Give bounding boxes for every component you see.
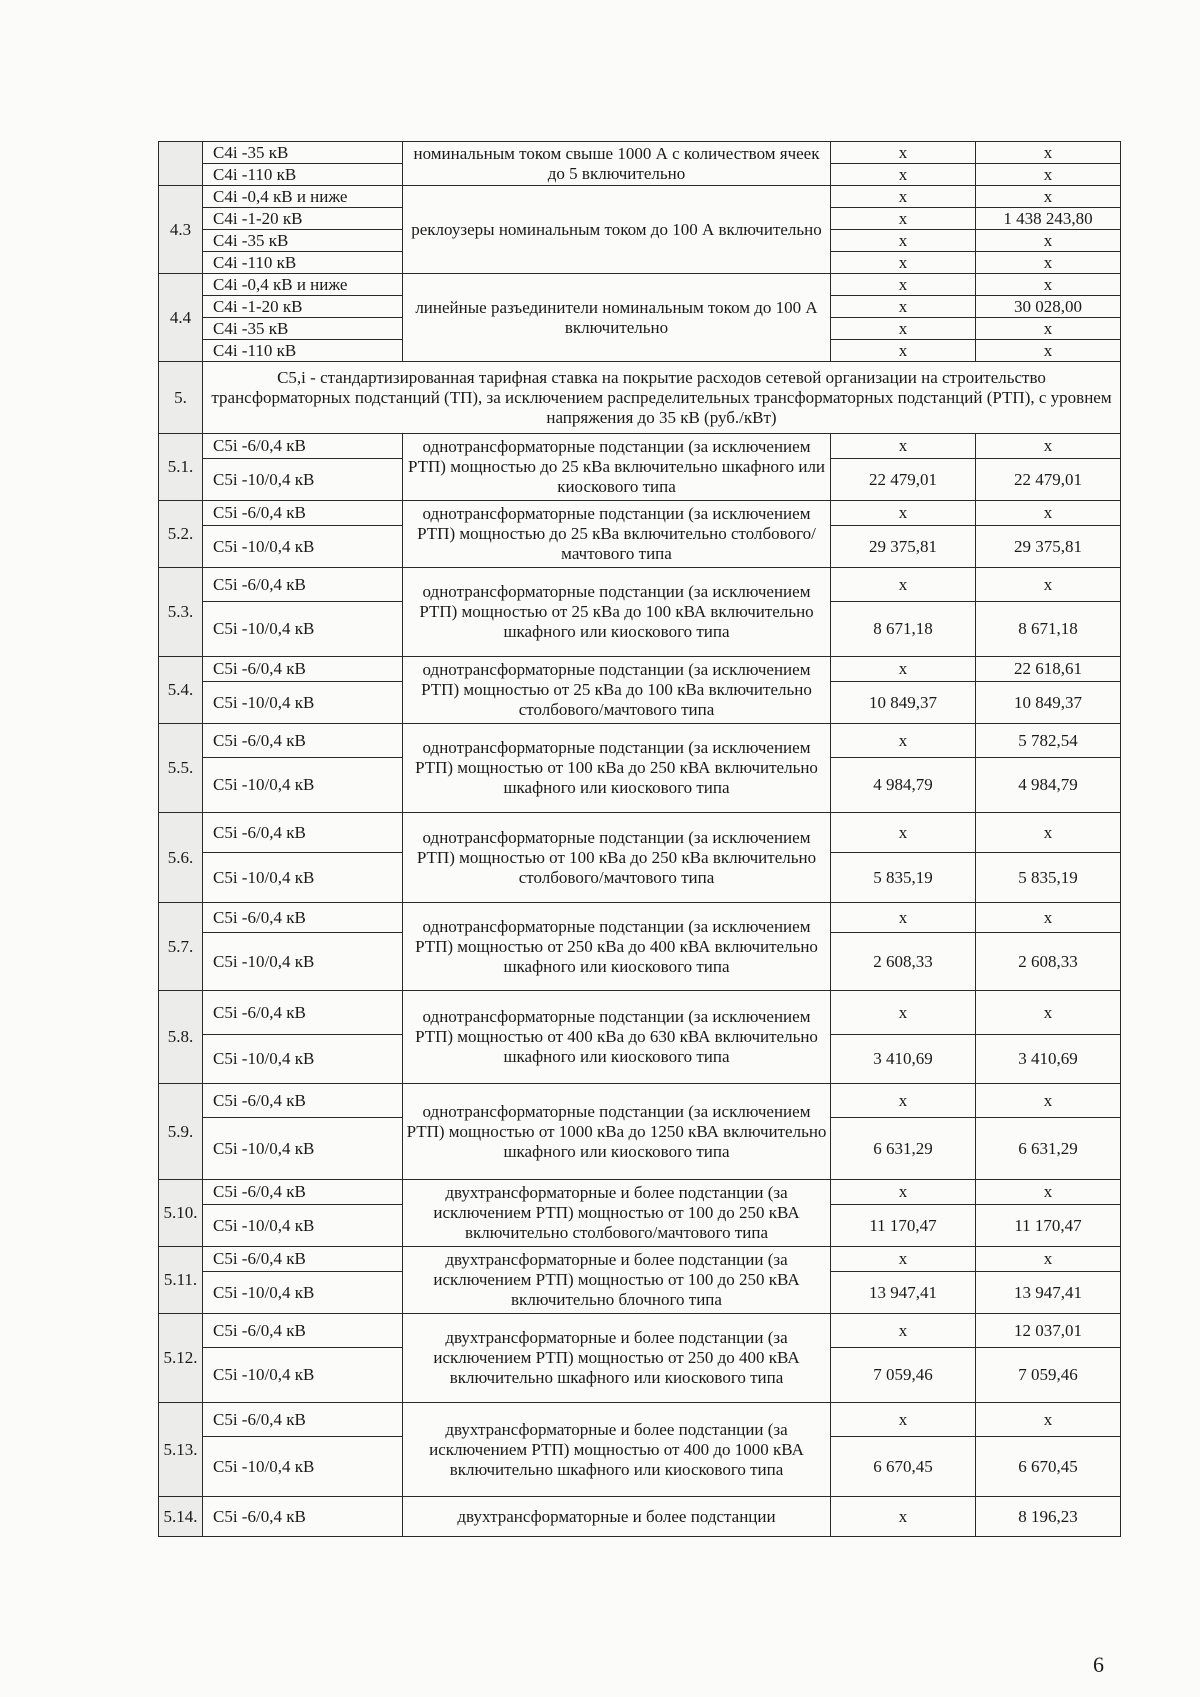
rate-code: C5i -10/0,4 кВ <box>203 1437 403 1497</box>
row-number: 4.4 <box>159 274 203 362</box>
rate-code: C5i -10/0,4 кВ <box>203 602 403 657</box>
value-column-2: х <box>976 1247 1121 1272</box>
row-number: 5.10. <box>159 1180 203 1247</box>
value-column-2: х <box>976 318 1121 340</box>
value-column-2: 5 835,19 <box>976 853 1121 903</box>
value-column-1: 22 479,01 <box>831 459 976 501</box>
value-column-1: х <box>831 318 976 340</box>
rate-code: C5i -10/0,4 кВ <box>203 1205 403 1247</box>
row-number: 5.4. <box>159 657 203 724</box>
table-row <box>159 724 1121 758</box>
table-row <box>159 1497 1121 1537</box>
description: однотрансформаторные подстанции (за исключением РТП) мощностью до 25 кВа включительно шкафного или киоскового типа <box>403 434 831 501</box>
rate-code: C5i -10/0,4 кВ <box>203 1035 403 1084</box>
row-number: 5.9. <box>159 1084 203 1180</box>
description: двухтрансформаторные и более подстанции (за исключением РТП) мощностью от 400 до 1000 кВА включительно шкафного или киоскового типа <box>403 1403 831 1497</box>
description: двухтрансформаторные и более подстанции (за исключением РТП) мощностью от 100 до 250 кВА включительно блочного типа <box>403 1247 831 1314</box>
rate-code: C5i -10/0,4 кВ <box>203 459 403 501</box>
value-column-2: 2 608,33 <box>976 933 1121 991</box>
row-number: 5.6. <box>159 813 203 903</box>
value-column-1: х <box>831 903 976 933</box>
row-number: 5.13. <box>159 1403 203 1497</box>
description: однотрансформаторные подстанции (за исключением РТП) мощностью от 100 кВа до 250 кВА включительно шкафного или киоскового типа <box>403 724 831 813</box>
value-column-1: 6 670,45 <box>831 1437 976 1497</box>
value-column-1: 5 835,19 <box>831 853 976 903</box>
value-column-1: х <box>831 724 976 758</box>
rate-code: C4i -110 кВ <box>203 164 403 186</box>
value-column-1: х <box>831 230 976 252</box>
table-row <box>159 501 1121 526</box>
value-column-2: х <box>976 230 1121 252</box>
rate-code: C5i -10/0,4 кВ <box>203 933 403 991</box>
value-column-2: х <box>976 340 1121 362</box>
tariff-table-body <box>159 142 1121 1537</box>
value-column-1: х <box>831 208 976 230</box>
value-column-1: 7 059,46 <box>831 1348 976 1403</box>
value-column-1: х <box>831 186 976 208</box>
table-row <box>159 1403 1121 1437</box>
row-number: 5.8. <box>159 991 203 1084</box>
row-number: 5.11. <box>159 1247 203 1314</box>
value-column-2: 12 037,01 <box>976 1314 1121 1348</box>
value-column-1: х <box>831 501 976 526</box>
row-number: 5. <box>159 362 203 434</box>
value-column-1: х <box>831 1403 976 1437</box>
rate-code: C4i -35 кВ <box>203 230 403 252</box>
value-column-2: 6 670,45 <box>976 1437 1121 1497</box>
value-column-1: х <box>831 1497 976 1537</box>
description: двухтрансформаторные и более подстанции <box>403 1497 831 1537</box>
value-column-1: х <box>831 252 976 274</box>
value-column-1: х <box>831 164 976 186</box>
table-row <box>159 813 1121 853</box>
rate-code: C5i -10/0,4 кВ <box>203 758 403 813</box>
value-column-1: 4 984,79 <box>831 758 976 813</box>
value-column-1: 6 631,29 <box>831 1118 976 1180</box>
rate-code: C5i -10/0,4 кВ <box>203 682 403 724</box>
tariff-table <box>158 141 1121 1537</box>
value-column-2: 8 196,23 <box>976 1497 1121 1537</box>
value-column-2: 1 438 243,80 <box>976 208 1121 230</box>
rate-code: C5i -6/0,4 кВ <box>203 1180 403 1205</box>
rate-code: C5i -10/0,4 кВ <box>203 1272 403 1314</box>
value-column-2: 11 170,47 <box>976 1205 1121 1247</box>
value-column-1: х <box>831 1247 976 1272</box>
row-number: 5.1. <box>159 434 203 501</box>
description: однотрансформаторные подстанции (за исключением РТП) мощностью от 25 кВа до 100 кВА включительно шкафного или киоскового типа <box>403 568 831 657</box>
table-row <box>159 657 1121 682</box>
section-header-row <box>159 362 1121 434</box>
description: однотрансформаторные подстанции (за исключением РТП) мощностью от 100 кВа до 250 кВа включительно столбового/мачтового типа <box>403 813 831 903</box>
description: однотрансформаторные подстанции (за исключением РТП) мощностью от 1000 кВа до 1250 кВА включительно шкафного или киоскового типа <box>403 1084 831 1180</box>
table-row <box>159 274 1121 296</box>
rate-code: C5i -10/0,4 кВ <box>203 1118 403 1180</box>
table-row <box>159 1314 1121 1348</box>
value-column-1: х <box>831 568 976 602</box>
value-column-2: х <box>976 1403 1121 1437</box>
rate-code: C4i -35 кВ <box>203 142 403 164</box>
value-column-2: х <box>976 252 1121 274</box>
rate-code: C5i -6/0,4 кВ <box>203 434 403 459</box>
value-column-1: х <box>831 657 976 682</box>
value-column-2: 8 671,18 <box>976 602 1121 657</box>
value-column-2: х <box>976 568 1121 602</box>
value-column-2: х <box>976 1180 1121 1205</box>
page-number: 6 <box>1093 1652 1104 1677</box>
table-row <box>159 568 1121 602</box>
value-column-1: 8 671,18 <box>831 602 976 657</box>
value-column-1: х <box>831 434 976 459</box>
value-column-1: х <box>831 991 976 1035</box>
row-number: 5.5. <box>159 724 203 813</box>
value-column-2: 22 479,01 <box>976 459 1121 501</box>
value-column-1: х <box>831 142 976 164</box>
table-row <box>159 186 1121 208</box>
rate-code: C5i -6/0,4 кВ <box>203 1084 403 1118</box>
value-column-1: 13 947,41 <box>831 1272 976 1314</box>
rate-code: C4i -35 кВ <box>203 318 403 340</box>
description: номинальным током свыше 1000 А с количеством ячеек до 5 включительно <box>403 142 831 186</box>
rate-code: C4i -110 кВ <box>203 252 403 274</box>
row-number: 4.3 <box>159 186 203 274</box>
value-column-2: 4 984,79 <box>976 758 1121 813</box>
rate-code: C5i -6/0,4 кВ <box>203 1247 403 1272</box>
rate-code: C5i -10/0,4 кВ <box>203 526 403 568</box>
value-column-2: х <box>976 991 1121 1035</box>
value-column-2: 7 059,46 <box>976 1348 1121 1403</box>
value-column-2: х <box>976 434 1121 459</box>
value-column-2: 29 375,81 <box>976 526 1121 568</box>
description: реклоузеры номинальным током до 100 А включительно <box>403 186 831 274</box>
value-column-2: х <box>976 274 1121 296</box>
description: линейные разъединители номинальным током до 100 А включительно <box>403 274 831 362</box>
value-column-2: 10 849,37 <box>976 682 1121 724</box>
rate-code: C5i -6/0,4 кВ <box>203 568 403 602</box>
value-column-1: 11 170,47 <box>831 1205 976 1247</box>
value-column-1: х <box>831 296 976 318</box>
value-column-2: х <box>976 164 1121 186</box>
rate-code: C4i -1-20 кВ <box>203 296 403 318</box>
value-column-2: х <box>976 903 1121 933</box>
table-row <box>159 1084 1121 1118</box>
value-column-1: 29 375,81 <box>831 526 976 568</box>
section-header: C5,i - стандартизированная тарифная ставка на покрытие расходов сетевой организации на строительство трансформаторных подстанций (ТП), за исключением распределительных трансформаторных подстанций (РТП), с уровнем напряжения до 35 кВ (руб./кВт) <box>203 362 1121 434</box>
rate-code: C5i -10/0,4 кВ <box>203 1348 403 1403</box>
value-column-2: х <box>976 1084 1121 1118</box>
rate-code: C4i -0,4 кВ и ниже <box>203 274 403 296</box>
rate-code: C5i -6/0,4 кВ <box>203 903 403 933</box>
value-column-1: х <box>831 340 976 362</box>
value-column-1: х <box>831 1084 976 1118</box>
description: однотрансформаторные подстанции (за исключением РТП) мощностью от 250 кВа до 400 кВА включительно шкафного или киоскового типа <box>403 903 831 991</box>
rate-code: C5i -6/0,4 кВ <box>203 813 403 853</box>
row-number: 5.2. <box>159 501 203 568</box>
rate-code: C4i -110 кВ <box>203 340 403 362</box>
value-column-1: х <box>831 1314 976 1348</box>
table-row <box>159 1180 1121 1205</box>
value-column-1: 3 410,69 <box>831 1035 976 1084</box>
row-number <box>159 142 203 186</box>
value-column-2: 6 631,29 <box>976 1118 1121 1180</box>
description: однотрансформаторные подстанции (за исключением РТП) мощностью до 25 кВа включительно столбового/мачтового типа <box>403 501 831 568</box>
description: двухтрансформаторные и более подстанции (за исключением РТП) мощностью от 250 до 400 кВА включительно шкафного или киоскового типа <box>403 1314 831 1403</box>
description: однотрансформаторные подстанции (за исключением РТП) мощностью от 400 кВа до 630 кВА включительно шкафного или киоскового типа <box>403 991 831 1084</box>
value-column-2: х <box>976 186 1121 208</box>
rate-code: C5i -6/0,4 кВ <box>203 1403 403 1437</box>
rate-code: C5i -6/0,4 кВ <box>203 991 403 1035</box>
row-number: 5.3. <box>159 568 203 657</box>
value-column-2: 5 782,54 <box>976 724 1121 758</box>
value-column-2: 13 947,41 <box>976 1272 1121 1314</box>
table-row <box>159 991 1121 1035</box>
value-column-1: х <box>831 1180 976 1205</box>
row-number: 5.7. <box>159 903 203 991</box>
row-number: 5.12. <box>159 1314 203 1403</box>
table-row <box>159 1247 1121 1272</box>
rate-code: C5i -6/0,4 кВ <box>203 1314 403 1348</box>
description: двухтрансформаторные и более подстанции (за исключением РТП) мощностью от 100 до 250 кВА включительно столбового/мачтового типа <box>403 1180 831 1247</box>
value-column-2: х <box>976 501 1121 526</box>
value-column-2: х <box>976 813 1121 853</box>
value-column-1: х <box>831 274 976 296</box>
value-column-2: 22 618,61 <box>976 657 1121 682</box>
value-column-2: 3 410,69 <box>976 1035 1121 1084</box>
table-row <box>159 142 1121 164</box>
value-column-2: 30 028,00 <box>976 296 1121 318</box>
value-column-1: х <box>831 813 976 853</box>
rate-code: C5i -6/0,4 кВ <box>203 1497 403 1537</box>
row-number: 5.14. <box>159 1497 203 1537</box>
rate-code: C4i -0,4 кВ и ниже <box>203 186 403 208</box>
rate-code: C4i -1-20 кВ <box>203 208 403 230</box>
value-column-1: 10 849,37 <box>831 682 976 724</box>
rate-code: C5i -10/0,4 кВ <box>203 853 403 903</box>
value-column-1: 2 608,33 <box>831 933 976 991</box>
rate-code: C5i -6/0,4 кВ <box>203 724 403 758</box>
value-column-2: х <box>976 142 1121 164</box>
description: однотрансформаторные подстанции (за исключением РТП) мощностью от 25 кВа до 100 кВа включительно столбового/мачтового типа <box>403 657 831 724</box>
rate-code: C5i -6/0,4 кВ <box>203 501 403 526</box>
table-row <box>159 434 1121 459</box>
table-row <box>159 903 1121 933</box>
rate-code: C5i -6/0,4 кВ <box>203 657 403 682</box>
